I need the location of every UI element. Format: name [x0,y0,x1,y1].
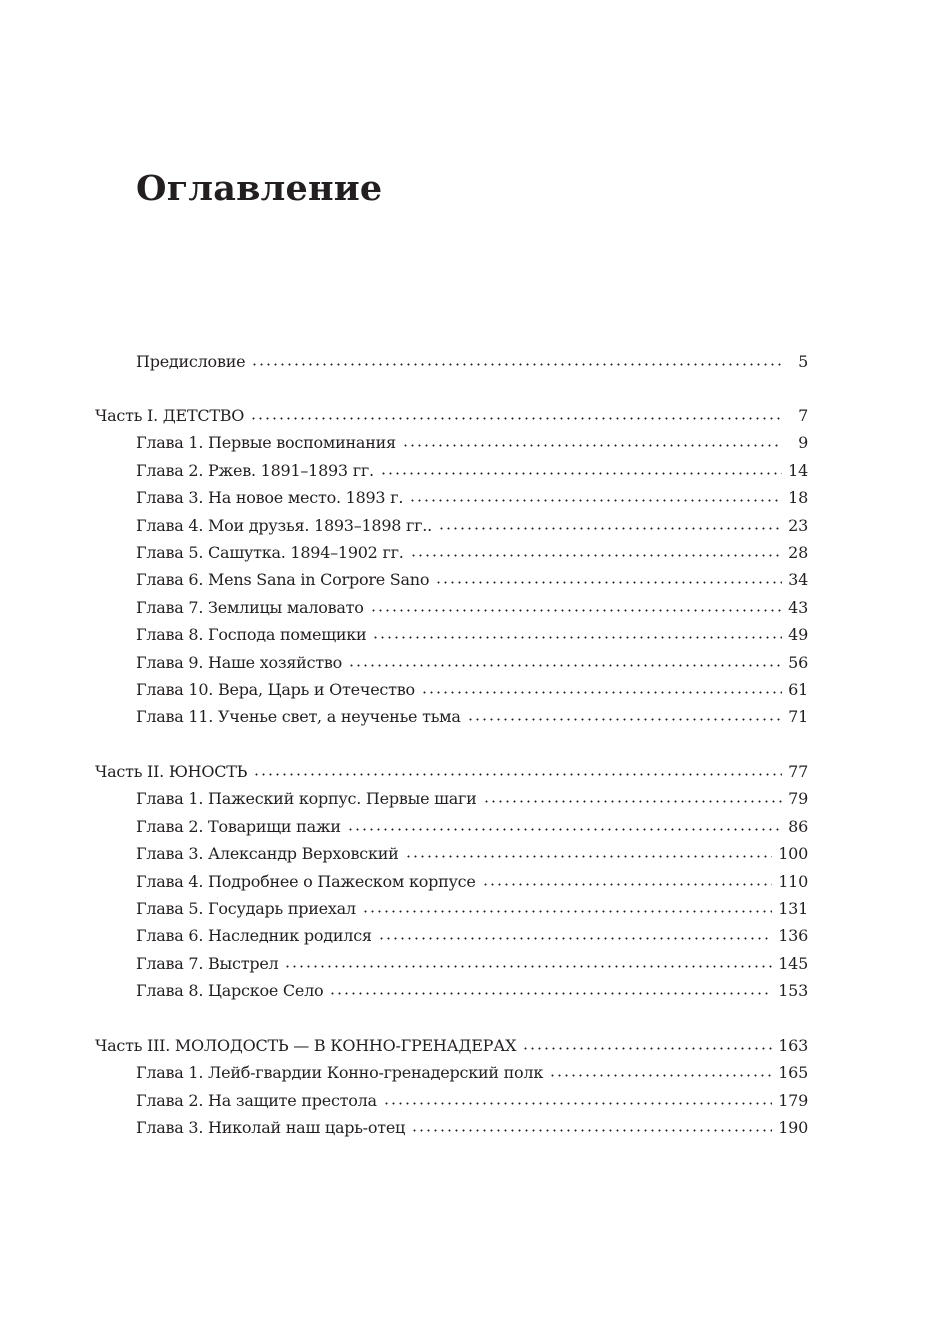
toc-entry-chapter-page-number: 56 [788,653,808,672]
toc-entry-chapter-label: Глава 1. Лейб-гвардии Конно-гренадерский полк [136,1063,544,1082]
dot-leader [405,854,773,859]
toc-entry-chapter-page-number: 61 [788,680,808,699]
toc-entry-chapter-label: Глава 5. Сашутка. 1894–1902 гг. [136,543,404,562]
toc-entry-part[interactable] [95,762,808,786]
toc-entry-chapter-label: Глава 11. Ученье свет, а неученье тьма [136,707,461,726]
toc-entry-chapter-label: Глава 3. Николай наш царь-отец [136,1118,406,1137]
toc-entry-chapter-label: Глава 6. Mens Sana in Corpore Sano [136,570,430,589]
toc-entry-chapter-label: Глава 4. Подробнее о Пажеском корпусе [136,872,476,891]
toc-entry-chapter-page-number: 100 [778,844,808,863]
toc-entry-chapter[interactable] [136,1118,808,1142]
toc-entry-chapter-page-number: 136 [778,926,808,945]
toc-entry-chapter-page-number: 14 [788,461,808,480]
dot-leader [347,827,782,832]
toc-entry-chapter-label: Глава 3. Александр Верховский [136,844,399,863]
toc-entry-part-label: Часть II. ЮНОСТЬ [95,762,248,781]
dot-leader [438,526,782,531]
toc-entry-chapter-label: Глава 9. Наше хозяйство [136,653,343,672]
dot-leader [370,608,782,613]
toc-entry-chapter-page-number: 179 [778,1091,808,1110]
toc-entry-chapter[interactable] [136,954,808,978]
toc-entry-chapter-page-number: 165 [778,1063,808,1082]
toc-entry-chapter-page-number: 9 [798,433,808,452]
dot-leader [435,580,782,585]
toc-entry-chapter-label: Глава 1. Первые воспоминания [136,433,396,452]
toc-entry-chapter-label: Глава 4. Мои друзья. 1893–1898 гг.. [136,516,432,535]
dot-leader [482,882,773,887]
toc-entry-preface-page-number: 5 [798,352,808,371]
toc-entry-chapter-page-number: 43 [788,598,808,617]
toc-entry-chapter[interactable] [136,981,808,1005]
dot-leader [380,471,782,476]
toc-entry-chapter-label: Глава 7. Выстрел [136,954,279,973]
toc-entry-chapter-page-number: 71 [788,707,808,726]
dot-leader [411,1128,772,1133]
toc-entry-chapter[interactable] [136,817,808,841]
toc-entry-chapter-label: Глава 1. Пажеский корпус. Первые шаги [136,789,477,808]
dot-leader [329,991,772,996]
toc-entry-chapter-page-number: 86 [788,817,808,836]
toc-entry-chapter-label: Глава 2. Ржев. 1891–1893 гг. [136,461,374,480]
toc-entry-chapter-page-number: 153 [778,981,808,1000]
toc-entry-chapter[interactable] [136,488,808,512]
toc-entry-chapter-page-number: 79 [788,789,808,808]
toc-entry-chapter-label: Глава 5. Государь приехал [136,899,356,918]
dot-leader [402,443,782,448]
toc-entry-part-page-number: 163 [778,1036,808,1055]
dot-leader [378,936,772,941]
toc-entry-part-page-number: 77 [788,762,808,781]
toc-entry-chapter[interactable] [136,1063,808,1087]
toc-entry-chapter-page-number: 131 [778,899,808,918]
toc-entry-chapter-label: Глава 3. На новое место. 1893 г. [136,488,404,507]
dot-leader [421,690,782,695]
dot-leader [362,909,772,914]
dot-leader [409,498,782,503]
dot-leader [251,362,782,367]
toc-entry-preface[interactable] [136,352,808,376]
dot-leader [410,553,782,558]
toc-entry-chapter[interactable] [136,789,808,813]
toc-entry-preface-label: Предисловие [136,352,246,371]
toc-entry-part[interactable] [95,406,808,430]
toc-entry-part-label: Часть III. МОЛОДОСТЬ — В КОННО-ГРЕНАДЕРАХ [95,1036,517,1055]
dot-leader [372,635,782,640]
toc-entry-chapter-label: Глава 7. Землицы маловато [136,598,364,617]
toc-entry-chapter[interactable] [136,653,808,677]
toc-entry-chapter[interactable] [136,433,808,457]
toc-entry-chapter-page-number: 23 [788,516,808,535]
dot-leader [522,1046,772,1051]
toc-entry-chapter-label: Глава 8. Царское Село [136,981,324,1000]
toc-entry-chapter[interactable] [136,707,808,731]
toc-entry-chapter-page-number: 110 [778,872,808,891]
toc-entry-chapter[interactable] [136,570,808,594]
toc-entry-chapter-page-number: 28 [788,543,808,562]
toc-entry-part-label: Часть I. ДЕТСТВО [95,406,245,425]
dot-leader [467,717,782,722]
page-title: Оглавление [136,168,383,209]
toc-entry-chapter[interactable] [136,680,808,704]
toc-entry-chapter[interactable] [136,872,808,896]
dot-leader [549,1073,772,1078]
toc-entry-chapter-page-number: 145 [778,954,808,973]
dot-leader [250,416,782,421]
toc-entry-chapter-label: Глава 6. Наследник родился [136,926,372,945]
toc-entry-chapter-page-number: 34 [788,570,808,589]
dot-leader [383,1101,772,1106]
toc-entry-chapter-label: Глава 2. Товарищи пажи [136,817,341,836]
toc-entry-chapter-page-number: 190 [778,1118,808,1137]
toc-entry-chapter[interactable] [136,899,808,923]
dot-leader [483,799,782,804]
toc-entry-chapter[interactable] [136,543,808,567]
toc-entry-part-page-number: 7 [798,406,808,425]
toc-entry-chapter[interactable] [136,1091,808,1115]
toc-entry-chapter-label: Глава 2. На защите престола [136,1091,377,1110]
toc-entry-chapter-page-number: 49 [788,625,808,644]
dot-leader [253,772,782,777]
toc-entry-chapter[interactable] [136,926,808,950]
dot-leader [348,663,782,668]
toc-entry-chapter[interactable] [136,844,808,868]
toc-entry-chapter[interactable] [136,625,808,649]
toc-entry-chapter-page-number: 18 [788,488,808,507]
toc-entry-chapter[interactable] [136,461,808,485]
toc-entry-part[interactable] [95,1036,808,1060]
toc-entry-chapter[interactable] [136,516,808,540]
dot-leader [284,964,772,969]
toc-entry-chapter[interactable] [136,598,808,622]
toc-entry-chapter-label: Глава 8. Господа помещики [136,625,367,644]
toc-entry-chapter-label: Глава 10. Вера, Царь и Отечество [136,680,415,699]
